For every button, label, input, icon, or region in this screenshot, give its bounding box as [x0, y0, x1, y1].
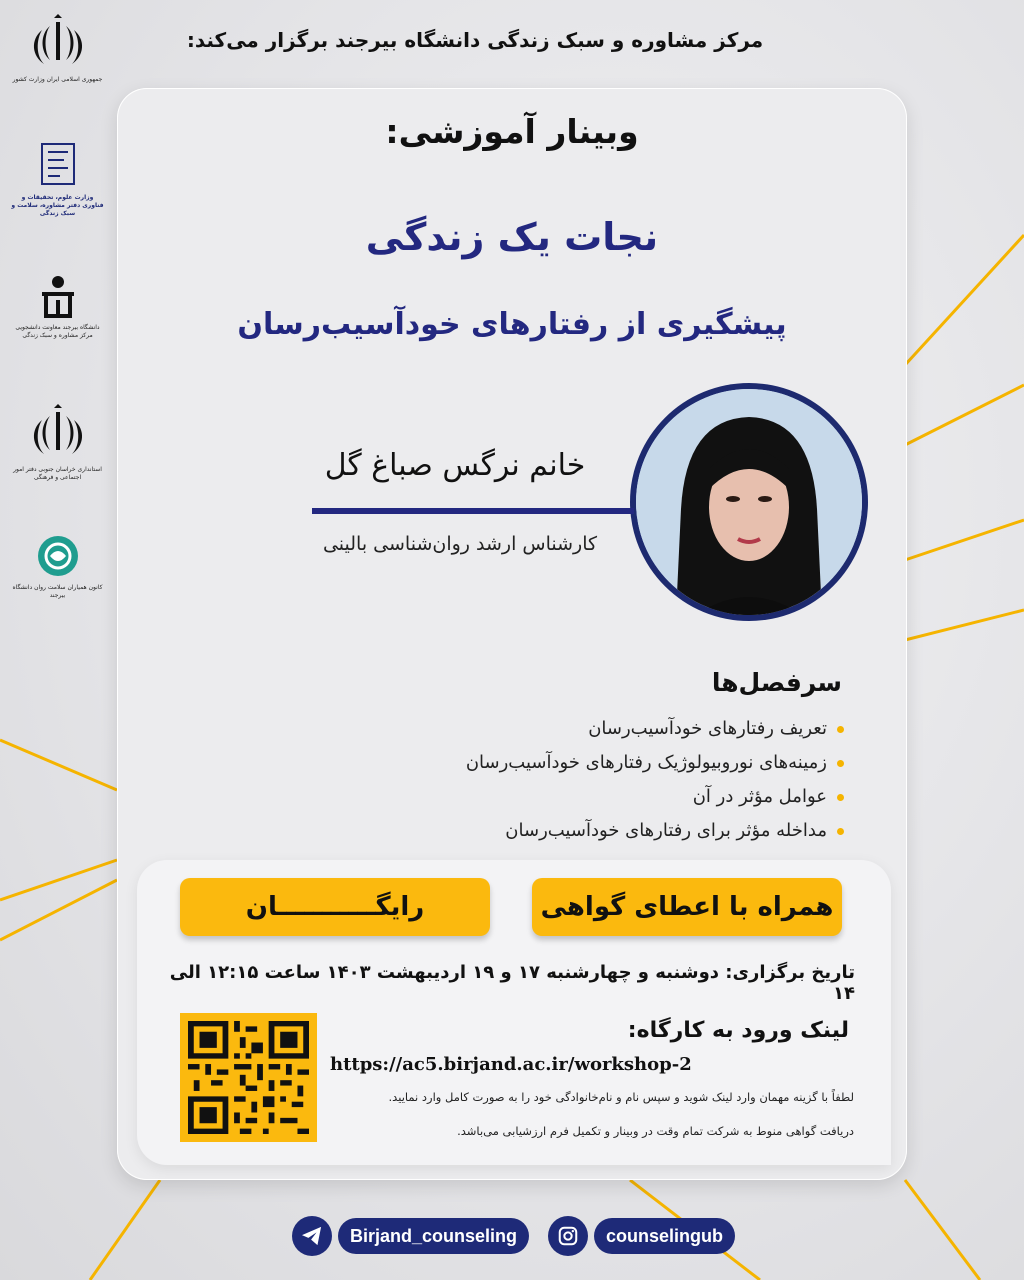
speaker-name: خانم نرگس صباغ گل	[324, 448, 586, 483]
telegram-label: Birjand_counseling	[338, 1218, 529, 1254]
iran-emblem-icon	[28, 12, 88, 72]
logo-caption: استانداری خراسان جنوبی دفتر امور اجتماعی و فرهنگی	[13, 466, 102, 481]
logo-caption: جمهوری اسلامی ایران وزارت کشور	[12, 76, 103, 83]
logo-birjand-university	[10, 272, 105, 387]
speaker-portrait-icon	[636, 389, 862, 615]
bullet-icon	[837, 760, 844, 767]
birjand-university-icon	[36, 272, 80, 320]
speaker-role: کارشناس ارشد روان‌شناسی بالینی	[322, 533, 598, 555]
bullet-icon	[837, 828, 844, 835]
organizer-header: مرکز مشاوره و سبک زندگی دانشگاه بیرجند برگزار می‌کند:	[186, 28, 764, 52]
logo-governorate	[10, 402, 105, 517]
certificate-badge: همراه با اعطای گواهی	[532, 878, 842, 936]
instagram-icon	[548, 1216, 588, 1256]
note-guest-login: لطفاً با گزینه مهمان وارد لینک شوید و سپس نام و نام‌خانوادگی خود را به صورت کامل وارد نمایید.	[388, 1090, 854, 1104]
logo-column	[10, 12, 105, 662]
webinar-subtitle: پیشگیری از رفتارهای خودآسیب‌رسان	[237, 307, 787, 342]
bullet-icon	[837, 794, 844, 801]
instagram-handle[interactable]	[548, 1215, 735, 1257]
logo-caption: دانشگاه بیرجند معاونت دانشجویی مرکز مشاوره و سبک زندگی	[15, 324, 100, 339]
list-item: عوامل مؤثر در آن	[364, 780, 844, 814]
speaker-photo	[630, 383, 868, 621]
mental-health-icon	[34, 532, 82, 580]
list-item: تعریف رفتارهای خودآسیب‌رسان	[364, 712, 844, 746]
link-heading: لینک ورود به کارگاه:	[627, 1018, 849, 1043]
list-item: مداخله مؤثر برای رفتارهای خودآسیب‌رسان	[364, 814, 844, 848]
free-badge: رایگـــــــــــان	[180, 878, 490, 936]
name-underline	[312, 508, 634, 514]
webinar-title: نجات یک زندگی	[365, 215, 659, 259]
note-certificate: دریافت گواهی منوط به شرکت تمام وقت در وبینار و تکمیل فرم ارزشیابی می‌باشد.	[457, 1124, 854, 1138]
telegram-handle[interactable]	[292, 1215, 529, 1257]
workshop-link[interactable]: https://ac5.birjand.ac.ir/workshop-2	[330, 1054, 692, 1075]
topics-heading: سرفصل‌ها	[711, 668, 842, 697]
event-date: تاریخ برگزاری: دوشنبه و چهارشنبه ۱۷ و ۱۹ اردیبهشت ۱۴۰۳ ساعت ۱۲:۱۵ الی ۱۴	[169, 962, 855, 1004]
ministry-science-icon	[38, 142, 78, 190]
logo-science-ministry	[10, 142, 105, 257]
instagram-label: counselingub	[594, 1218, 735, 1254]
topics-list	[364, 712, 844, 848]
logo-caption: وزارت علوم، تحقیقات و فناوری دفتر مشاوره، سلامت و سبک زندگی	[11, 194, 104, 217]
logo-caption: کانون همیاران سلامت روان دانشگاه بیرجند	[12, 584, 103, 599]
logo-mental-health	[10, 532, 105, 647]
list-item: زمینه‌های نوروبیولوژیک رفتارهای خودآسیب‌رسان	[364, 746, 844, 780]
logo-interior-ministry	[10, 12, 105, 127]
qr-code-icon	[188, 1021, 309, 1134]
qr-code	[180, 1013, 317, 1142]
iran-emblem-icon	[28, 402, 88, 462]
bullet-icon	[837, 726, 844, 733]
webinar-label: وبینار آموزشی:	[385, 112, 639, 151]
telegram-icon	[292, 1216, 332, 1256]
